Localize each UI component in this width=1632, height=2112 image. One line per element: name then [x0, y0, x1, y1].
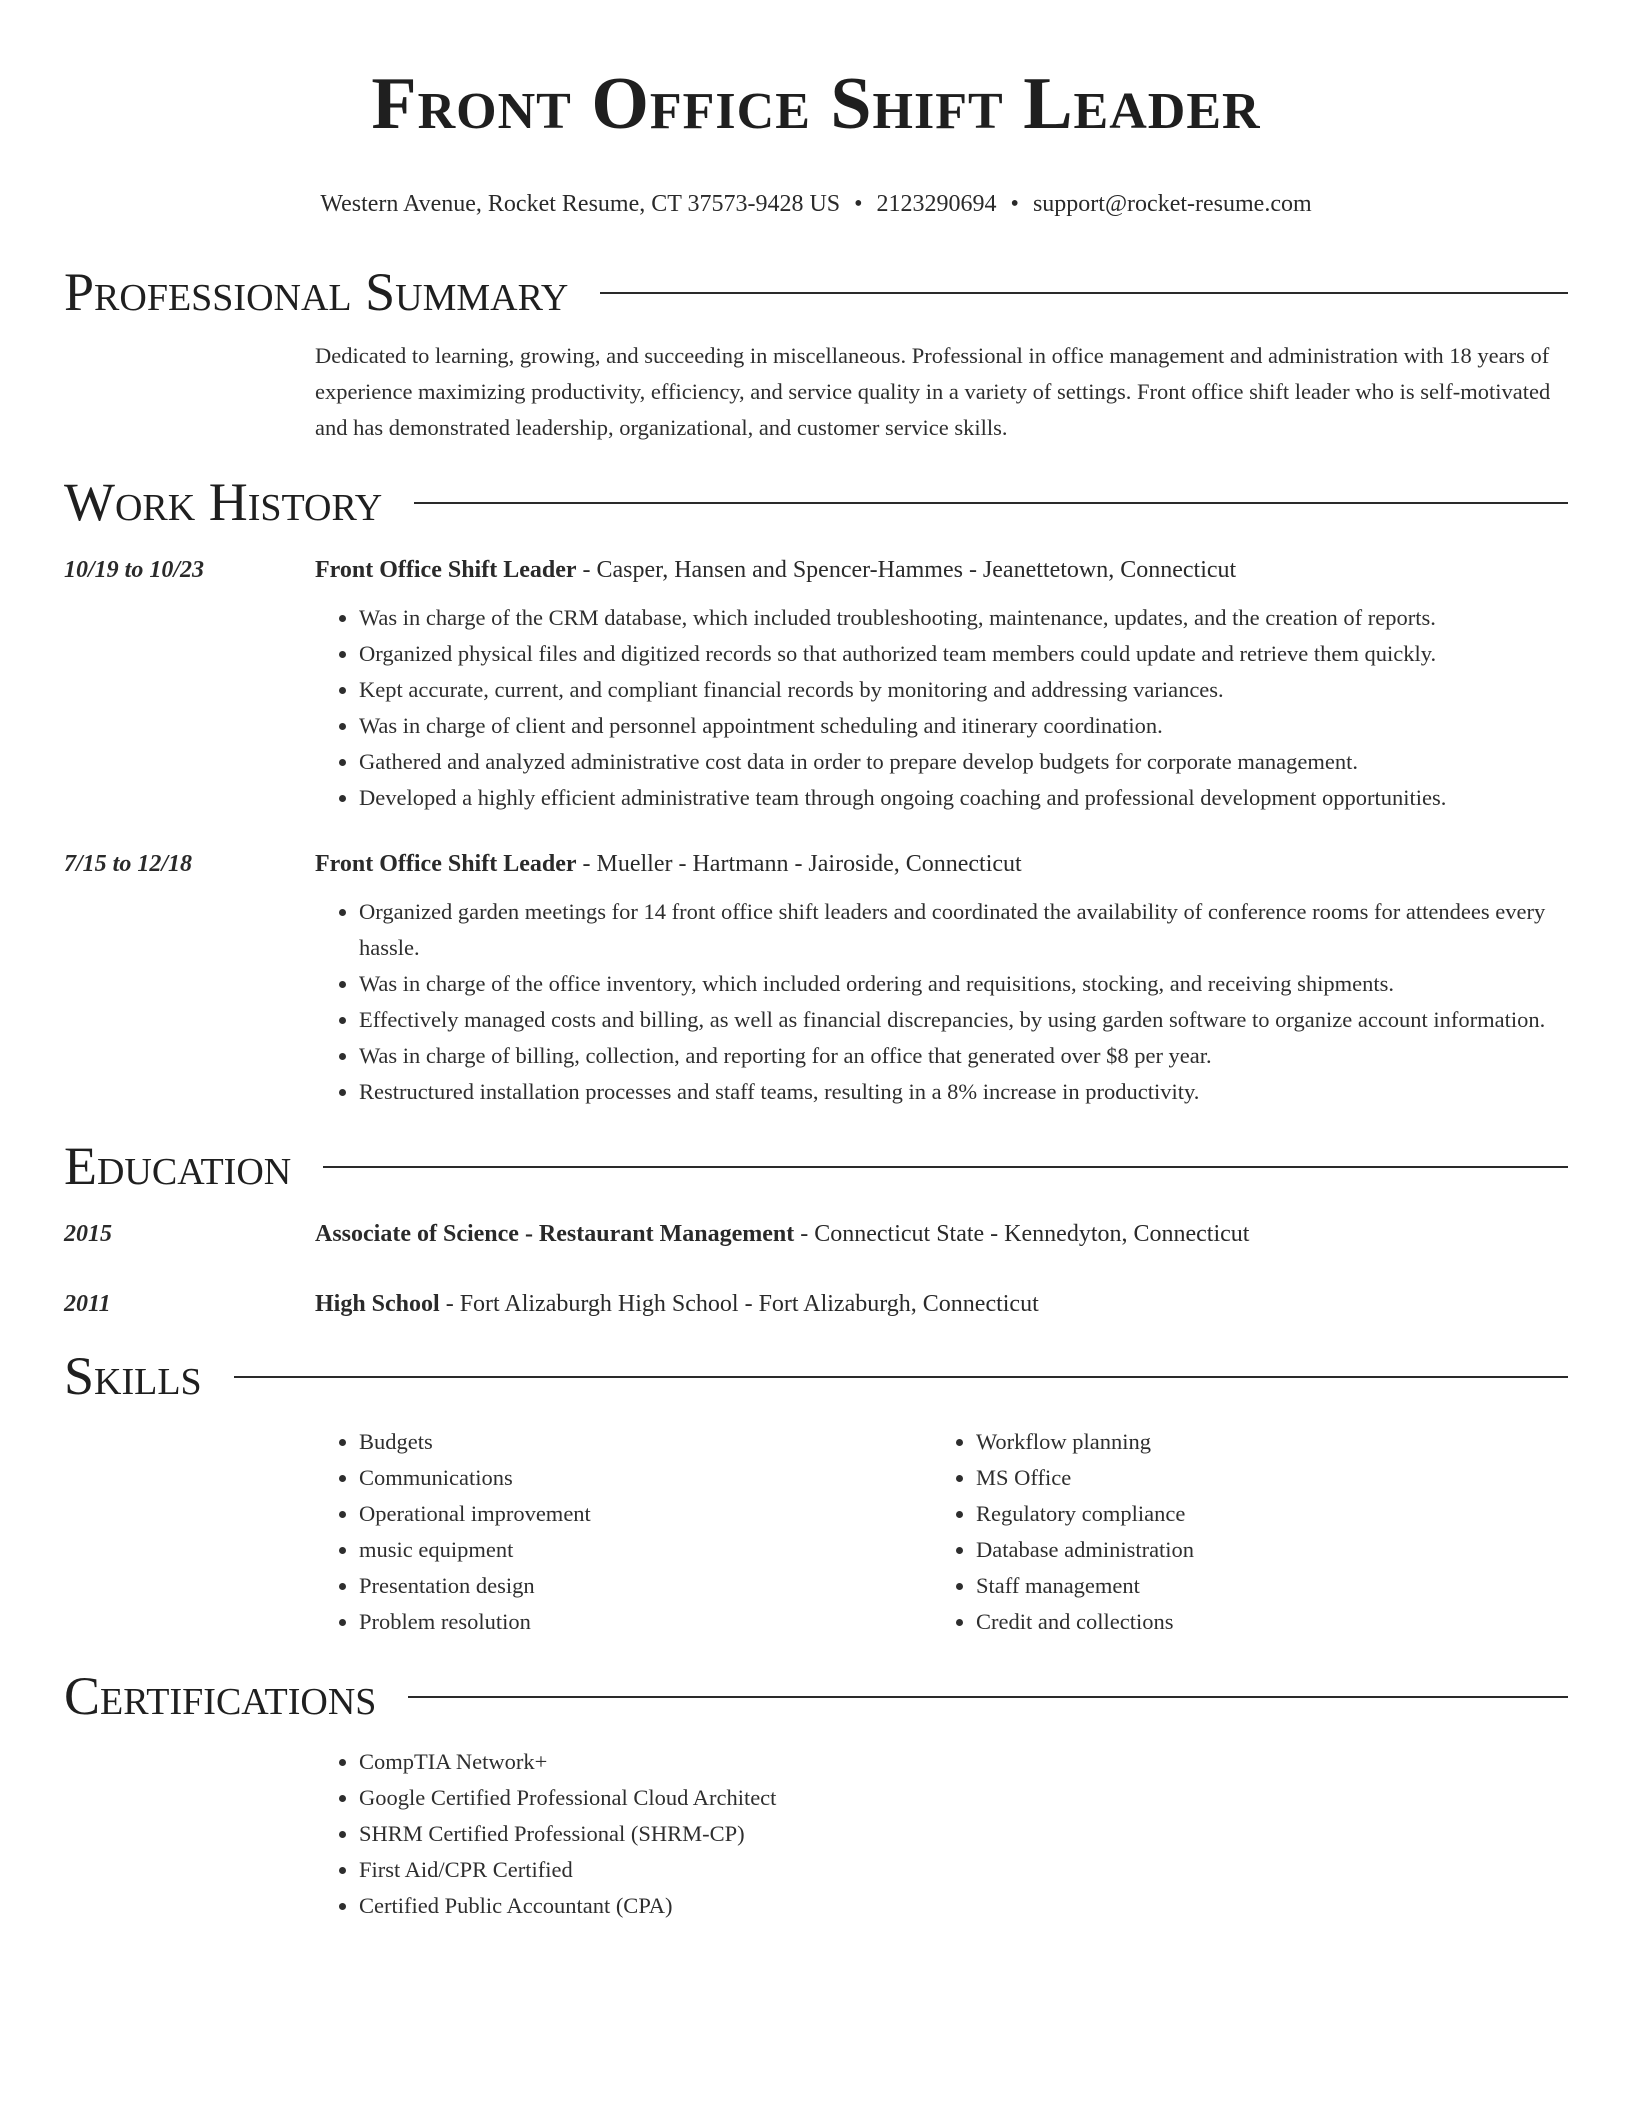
list-item: • Google Certified Professional Cloud Architect — [359, 1780, 1568, 1816]
list-item: • Kept accurate, current, and compliant financial records by monitoring and addressing variances. — [359, 672, 1568, 708]
list-item: • Developed a highly efficient administrative team through ongoing coaching and professional development opportunities. — [359, 780, 1568, 816]
skills-bullets — [932, 1424, 1549, 1640]
work-details: - Casper, Hansen and Spencer-Hammes - Jeanettetown, Connecticut — [576, 557, 1237, 583]
certifications-list — [315, 1744, 1568, 1924]
section-header-certifications — [64, 1664, 1568, 1728]
list-item: • Budgets — [359, 1424, 932, 1460]
contact-separator: • — [854, 191, 863, 217]
education-degree: Associate of Science - Restaurant Management — [315, 1221, 795, 1247]
skills-column-left — [315, 1424, 932, 1640]
list-item: • Credit and collections — [976, 1604, 1549, 1640]
work-entry-body — [315, 554, 1568, 816]
work-bullets — [315, 600, 1568, 816]
work-role: Front Office Shift Leader — [315, 557, 577, 583]
list-item: • Was in charge of the office inventory, which included ordering and requisitions, stocking, and receiving shipments. — [359, 966, 1568, 1002]
work-details: - Mueller - Hartmann - Jairoside, Connecticut — [576, 851, 1022, 877]
education-degree: High School — [315, 1291, 440, 1317]
education-title-line — [315, 1288, 1039, 1320]
section-title-work: Work History — [64, 472, 383, 532]
section-header-skills — [64, 1344, 1568, 1408]
list-item: • music equipment — [359, 1532, 932, 1568]
contact-address: Western Avenue, Rocket Resume, CT 37573-9428 US — [320, 191, 841, 217]
work-bullets — [315, 894, 1568, 1110]
list-item: • Organized garden meetings for 14 front office shift leaders and coordinated the availability of conference rooms for attendees every hassle. — [359, 894, 1568, 966]
work-dates: 10/19 to 10/23 — [64, 557, 205, 583]
list-item: • Communications — [359, 1460, 932, 1496]
contact-phone: 2123290694 — [876, 191, 997, 217]
section-title-certifications: Certifications — [64, 1666, 377, 1726]
list-item: • Regulatory compliance — [976, 1496, 1549, 1532]
work-entry-body — [315, 848, 1568, 1110]
list-item: • SHRM Certified Professional (SHRM-CP) — [359, 1816, 1568, 1852]
list-item: • Database administration — [976, 1532, 1549, 1568]
education-year: 2015 — [64, 1221, 112, 1247]
skills-list — [315, 1424, 1568, 1640]
list-item: • Problem resolution — [359, 1604, 932, 1640]
list-item: • Certified Public Accountant (CPA) — [359, 1888, 1568, 1924]
list-item: • Effectively managed costs and billing, as well as financial discrepancies, by using garden software to organize account information. — [359, 1002, 1568, 1038]
education-title-line — [315, 1218, 1249, 1250]
education-entry — [64, 1288, 1568, 1320]
section-title-education: Education — [64, 1136, 292, 1196]
list-item: • Presentation design — [359, 1568, 932, 1604]
work-role: Front Office Shift Leader — [315, 851, 577, 877]
section-divider — [408, 1696, 1568, 1698]
education-year: 2011 — [64, 1291, 111, 1317]
summary-text: Dedicated to learning, growing, and succeeding in miscellaneous. Professional in office management and administration with 18 years of experience maximizing productivity, efficiency, and service quality in a variety of settings. Front office shift leader who is self-motivated and has demonstrated leadership, organizational, and customer service skills. — [315, 343, 1551, 440]
work-title-line — [315, 554, 1568, 586]
skills-column-right — [932, 1424, 1549, 1640]
section-header-summary — [64, 260, 1568, 324]
education-entry — [64, 1218, 1568, 1250]
list-item: • Was in charge of the CRM database, which included troubleshooting, maintenance, updates, and the creation of reports. — [359, 600, 1568, 636]
contact-separator: • — [1010, 191, 1019, 217]
section-title-summary: Professional Summary — [64, 262, 569, 322]
list-item: • Was in charge of billing, collection, and reporting for an office that generated over $8 per year. — [359, 1038, 1568, 1074]
section-divider — [600, 292, 1568, 294]
education-details: - Connecticut State - Kennedyton, Connecticut — [794, 1221, 1250, 1247]
education-details: - Fort Alizaburgh High School - Fort Alizaburgh, Connecticut — [439, 1291, 1039, 1317]
work-entry — [64, 554, 1568, 816]
section-divider — [234, 1376, 1568, 1378]
list-item: • First Aid/CPR Certified — [359, 1852, 1568, 1888]
section-divider — [414, 502, 1568, 504]
list-item: • Staff management — [976, 1568, 1549, 1604]
list-item: • Was in charge of client and personnel appointment scheduling and itinerary coordination. — [359, 708, 1568, 744]
section-title-skills: Skills — [64, 1346, 202, 1406]
skills-bullets — [315, 1424, 932, 1640]
work-dates: 7/15 to 12/18 — [64, 851, 193, 877]
work-title-line — [315, 848, 1568, 880]
list-item: • Workflow planning — [976, 1424, 1549, 1460]
contact-line — [64, 188, 1568, 220]
list-item: • Restructured installation processes and staff teams, resulting in a 8% increase in productivity. — [359, 1074, 1568, 1110]
list-item: • Operational improvement — [359, 1496, 932, 1532]
list-item: • MS Office — [976, 1460, 1549, 1496]
contact-email: support@rocket-resume.com — [1032, 191, 1312, 217]
certifications-bullets — [315, 1744, 1568, 1924]
section-divider — [323, 1166, 1568, 1168]
list-item: • Organized physical files and digitized records so that authorized team members could update and retrieve them quickly. — [359, 636, 1568, 672]
section-header-work — [64, 470, 1568, 534]
work-entry — [64, 848, 1568, 1110]
list-item: • CompTIA Network+ — [359, 1744, 1568, 1780]
list-item: • Gathered and analyzed administrative cost data in order to prepare develop budgets for corporate management. — [359, 744, 1568, 780]
section-header-education — [64, 1134, 1568, 1198]
resume-name: Front Office Shift Leader — [371, 63, 1261, 145]
